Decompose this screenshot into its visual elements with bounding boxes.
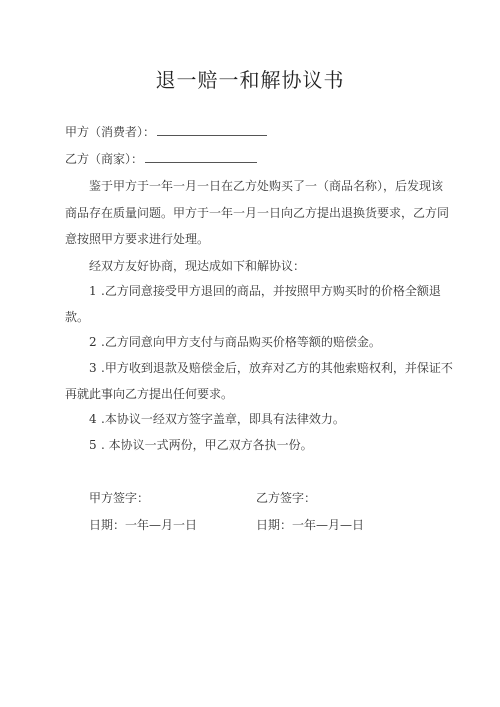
party-a-blank [157, 124, 267, 136]
clause-3-continued: 再就此事向乙方提出任何要求。 [65, 387, 234, 401]
clause-1-continued: 款。 [65, 310, 90, 324]
party-b-date: 日期：一年—月—日 [256, 518, 365, 532]
party-b-blank [145, 151, 257, 163]
party-a-line [65, 124, 267, 140]
party-b-signature: 乙方签字： [256, 491, 317, 505]
para1-line2: 商品存在质量问题。甲方于一年一月一日向乙方提出退换货要求，乙方同 [65, 206, 450, 220]
party-a-signature: 甲方签字： [89, 491, 150, 505]
clause-3 [89, 360, 453, 376]
clause-text: .乙方同意向甲方支付与商品购买价格等额的赔偿金。 [101, 335, 381, 349]
para2: 经双方友好协商，现达成如下和解协议： [89, 259, 306, 273]
document-title: 退一赔一和解协议书 [155, 68, 345, 92]
party-a-label: 甲方（消费者）： [65, 125, 156, 139]
clause-text: .本协议一经双方签字盖章，即具有法律效力。 [101, 412, 345, 426]
clause-number: 3 [89, 361, 97, 375]
para1-line3: 意按照甲方要求进行处理。 [65, 232, 210, 246]
party-a-date: 日期：一年—月一日 [89, 518, 198, 532]
clause-1 [89, 283, 441, 299]
clause-text: .甲方收到退款及赔偿金后，放弃对乙方的其他索赔权利，并保证不 [101, 361, 453, 375]
clause-number: 4 [89, 412, 97, 426]
clause-text: . 本协议一式两份，甲乙双方各执一份。 [101, 438, 313, 452]
para1-line1: 鉴于甲方于一年一月一日在乙方处购买了一（商品名称），后发现该 [89, 179, 444, 193]
clause-number: 2 [89, 335, 97, 349]
party-b-label: 乙方（商家）： [65, 152, 144, 166]
party-b-line [65, 151, 257, 167]
clause-text: .乙方同意接受甲方退回的商品，并按照甲方购买时的价格全额退 [101, 284, 441, 298]
clause-4 [89, 411, 345, 427]
clause-5 [89, 437, 313, 453]
clause-number: 5 [89, 438, 97, 452]
clause-2 [89, 334, 381, 350]
clause-number: 1 [89, 284, 97, 298]
